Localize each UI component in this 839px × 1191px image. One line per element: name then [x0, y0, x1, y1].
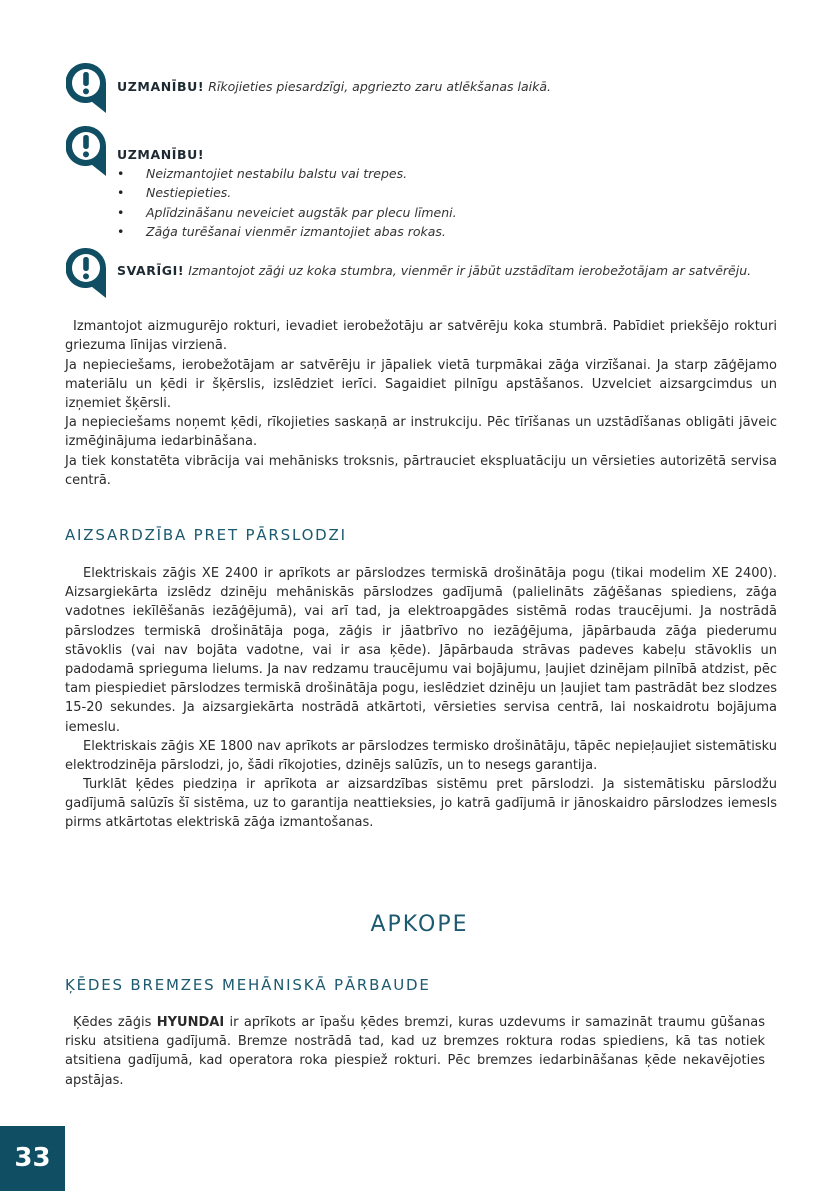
body-paragraph: Elektriskais zāģis XE 1800 nav aprīkots ar pārslodzes termisko drošinātāju, tāpēc nepieļaujiet sistemātisku elektrodzinēja pārslodzi, jo, šādi rīkojoties, dzinējs salūzīs, un to nesegs garantija. [65, 739, 777, 774]
body-paragraph: Ķēdes zāģis HYUNDAI ir aprīkots ar īpašu ķēdes bremzi, kuras uzdevums ir samazināt traumu gūšanas risku atsitiena gadījumā. Bremze nostrādā tad, kad uz bremzes roktura rodas spiediens, kā tas notiek atsitiena gadījumā, kad operatora roka piespiež rokturi. Pēc bremzes iedarbināšanas ķēde nekavējoties apstājas. [65, 1015, 765, 1088]
caution-bullet-list [117, 164, 457, 241]
notice-label: UZMANĪBU! [117, 147, 205, 162]
warning-exclamation-icon [66, 126, 106, 176]
notice-label: UZMANĪBU! [117, 79, 205, 94]
page-number-badge: 33 [0, 1126, 65, 1191]
body-paragraph: Ja nepieciešams noņemt ķēdi, rīkojieties saskaņā ar instrukciju. Pēc tīrīšanas un uzstādīšanas obligāti jāveic izmēģinājuma iedarbināšana. [65, 415, 777, 450]
notice-text: Izmantojot zāģi uz koka stumbra, vienmēr ir jābūt uzstādītam ierobežotājam ar satvērēju. [188, 263, 752, 278]
list-item: • Nestiepieties. [117, 183, 457, 202]
page-section-title: APKOPE [370, 912, 469, 937]
notice-text: Rīkojieties piesardzīgi, apgriezto zaru atlēkšanas laikā. [208, 79, 552, 94]
section-heading-overload: AIZSARDZĪBA PRET PĀRSLODZI [65, 526, 347, 544]
body-paragraph: Turklāt ķēdes piedziņa ir aprīkota ar aizsardzības sistēmu pret pārslodzi. Ja sistemātisku pārslodžu gadījumā salūzīs šī sistēma, uz to garantija neattieksies, jo katrā gadījumā ir jānoskaidro pārslodzes iemesls pirms atkārtotas elektriskā zāģa izmantošanas. [65, 777, 777, 831]
body-paragraph: Ja nepieciešams, ierobežotājam ar satvērēju ir jāpaliek vietā turpmākai zāģa virzīšanai. Ja starp zāģējamo materiālu un ķēdi ir šķērslis, izslēdziet ierīci. Sagaidiet pilnīgu apstāšanos. Uzvelciet aizsargcimdus un izņemiet šķērsli. [65, 358, 777, 412]
warning-exclamation-icon [66, 63, 106, 113]
warning-exclamation-icon [66, 248, 106, 298]
body-paragraph: Izmantojot aizmugurējo rokturi, ievadiet ierobežotāju ar satvērēju koka stumbrā. Pabīdiet priekšējo rokturi griezuma līnijas virzienā. [65, 319, 777, 354]
body-paragraph: Ja tiek konstatēta vibrācija vai mehānisks troksnis, pārtrauciet ekspluatāciju un vērsieties autorizētā servisa centrā. [65, 454, 777, 489]
brand-name: HYUNDAI [156, 1015, 225, 1030]
list-item: • Aplīdzināšanu neveiciet augstāk par plecu līmeni. [117, 203, 457, 222]
body-paragraph: Elektriskais zāģis XE 2400 ir aprīkots ar pārslodzes termiskā drošinātāja pogu (tikai modelim XE 2400). Aizsargiekārta izslēdz dzinēju mehāniskās pārslodzes gadījumā (palielināts zāģēšanas spiediens, zāģa vadotnes iekīlēšanās iezāģējumā), vai arī tad, ja elektroapgādes sistēmā rodas traucējumi. Ja nostrādā pārslodzes termiskā drošinātāja poga, zāģis ir jāatbrīvo no iezāģējuma, jāpārbauda zāģa piederumu stāvoklis (vai nav bojāta vadotne, vai ir asa ķēde). Jāpārbauda strāvas padeves kabeļu stāvoklis un padodamā sprieguma lielums. Ja nav redzamu traucējumu vai bojājumu, ļaujiet dzinējam pilnībā atdzist, pēc tam piespiediet pārslodzes termiskā drošinātāja pogu, ieslēdziet dzinēju un ļaujiet tam pastrādāt bez slodzes 15-20 sekundes. Ja aizsargiekārta nostrādā atkārtoti, vērsieties servisa centrā, lai noskaidrotu bojājuma iemeslu. [65, 566, 777, 735]
list-item: • Zāģa turēšanai vienmēr izmantojiet abas rokas. [117, 222, 457, 241]
section-heading-chain-brake: ĶĒDES BREMZES MEHĀNISKĀ PĀRBAUDE [65, 976, 431, 994]
list-item: • Neizmantojiet nestabilu balstu vai trepes. [117, 164, 457, 183]
notice-label: SVARĪGI! [117, 263, 185, 278]
